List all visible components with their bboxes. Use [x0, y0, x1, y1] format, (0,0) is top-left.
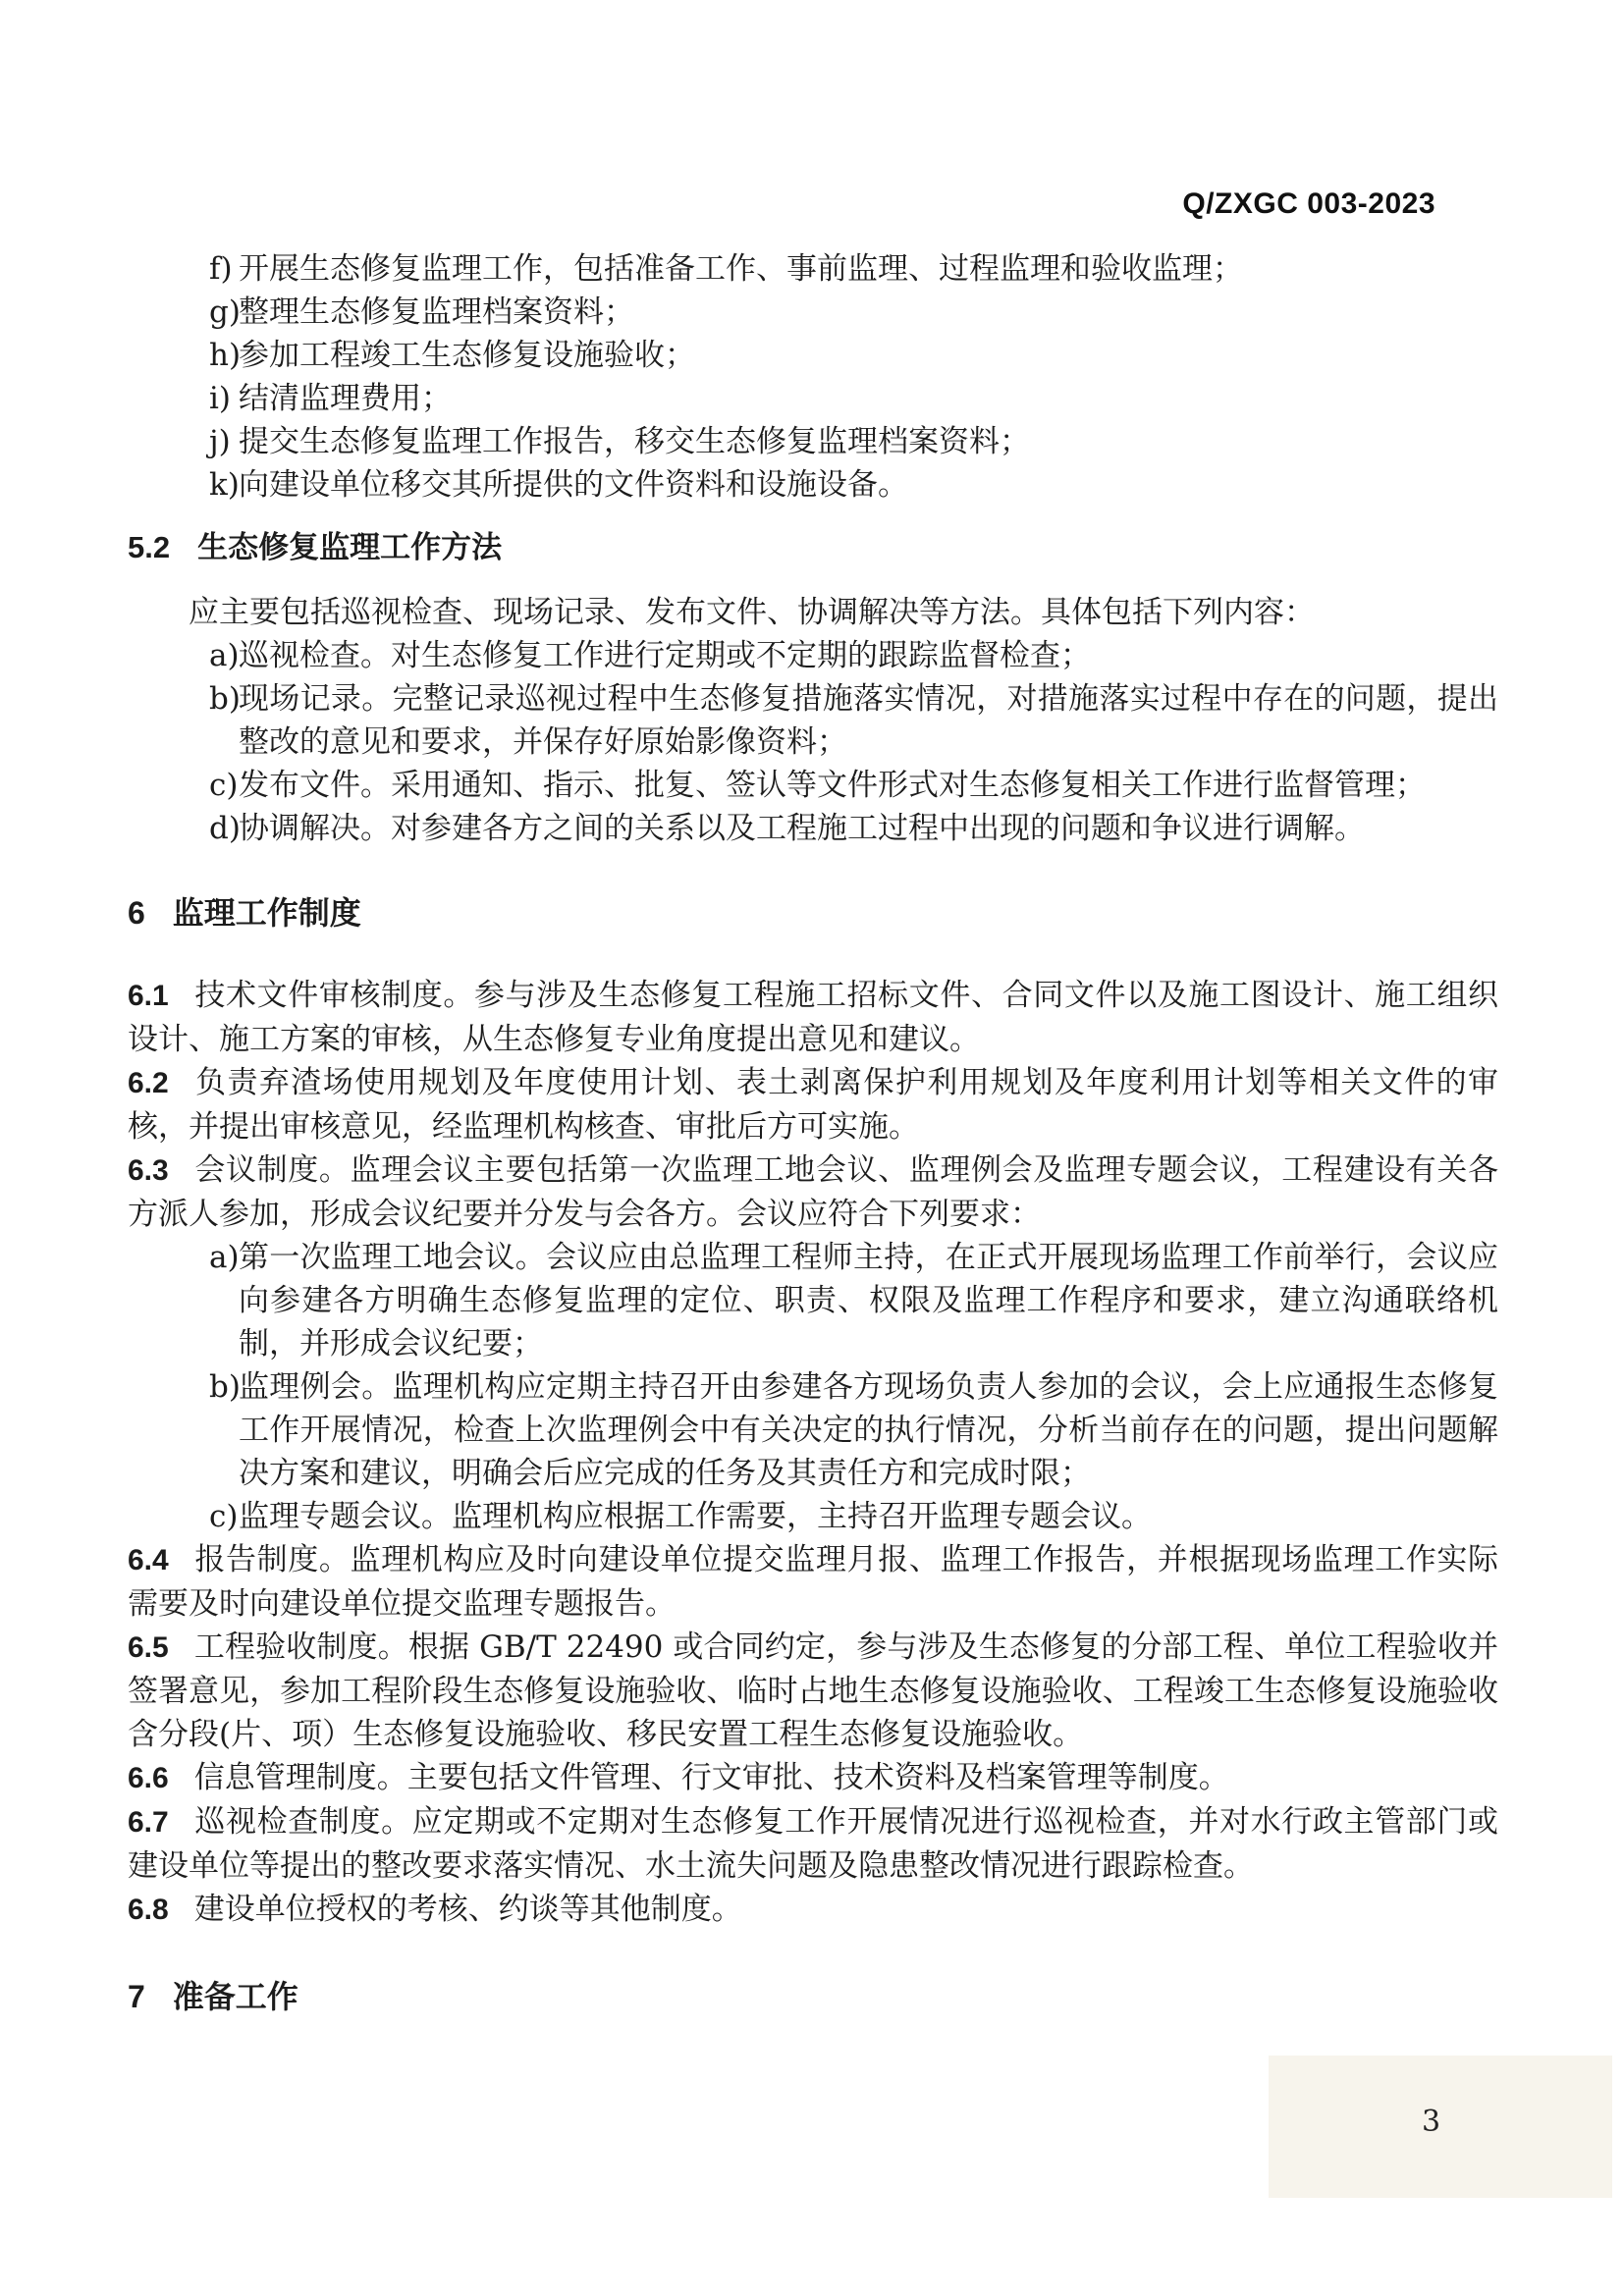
clause-text: 巡视检查制度。应定期或不定期对生态修复工作开展情况进行巡视检查，并对水行政主管部门或建设单位等提出的整改要求落实情况、水土流失问题及隐患整改情况进行跟踪检查。	[128, 1804, 1498, 1884]
item-marker: j)	[209, 424, 231, 459]
item-text: 监理例会。监理机构应定期主持召开由参建各方现场负责人参加的会议，会上应通报生态修复工作开展情况，检查上次监理例会中有关决定的执行情况，分析当前存在的问题，提出问题解决方案和建议，明确会后应完成的任务及其责任方和完成时限；	[239, 1369, 1498, 1491]
item-text: 第一次监理工地会议。会议应由总监理工程师主持，在正式开展现场监理工作前举行，会议应向参建各方明确生态修复监理的定位、职责、权限及监理工作程序和要求，建立沟通联络机制，并形成会议纪要；	[239, 1240, 1498, 1362]
item-text: 参加工程竣工生态修复设施验收；	[239, 338, 695, 373]
item-marker: g)	[209, 294, 241, 330]
list-item-h	[128, 334, 1498, 377]
item-text: 结清监理费用；	[239, 381, 452, 416]
clause-text: 技术文件审核制度。参与涉及生态修复工程施工招标文件、合同文件以及施工图设计、施工组织设计、施工方案的审核，从生态修复专业角度提出意见和建议。	[128, 978, 1498, 1057]
document-code: Q/ZXGC 003-2023	[1182, 187, 1435, 220]
item-marker: a)	[209, 1240, 240, 1275]
heading-title: 监理工作制度	[172, 895, 361, 931]
item-marker: c)	[209, 768, 239, 803]
list-item-a	[128, 634, 1498, 677]
clause-6-4	[128, 1538, 1498, 1626]
clause-text: 会议制度。监理会议主要包括第一次监理工地会议、监理例会及监理专题会议，工程建设有关各方派人参加，形成会议纪要并分发与会各方。会议应符合下列要求：	[128, 1152, 1498, 1232]
item-marker: b)	[209, 1369, 241, 1405]
clause-text: 负责弃渣场使用规划及年度使用计划、表土剥离保护利用规划及年度利用计划等相关文件的审核，并提出审核意见，经监理机构核查、审批后方可实施。	[128, 1065, 1498, 1145]
item-marker: b)	[209, 681, 241, 717]
section-heading-7	[128, 1975, 1498, 2018]
item-marker: c)	[209, 1499, 239, 1534]
list-item-d	[128, 807, 1498, 850]
list-item-6-3-b	[128, 1365, 1498, 1495]
clause-text: 工程验收制度。根据 GB/T 22490 或合同约定，参与涉及生态修复的分部工程、单位工程验收并签署意见，参加工程阶段生态修复设施验收、临时占地生态修复设施验收、工程竣工生态修复设施验收含分段(片、项）生态修复设施验收、移民安置工程生态修复设施验收。	[128, 1629, 1498, 1752]
list-item-g	[128, 291, 1498, 334]
clause-6-1	[128, 974, 1498, 1061]
item-text: 巡视检查。对生态修复工作进行定期或不定期的跟踪监督检查；	[239, 638, 1091, 673]
clause-number: 6.2	[128, 1067, 169, 1099]
clause-number: 6.6	[128, 1762, 169, 1794]
item-text: 向建设单位移交其所提供的文件资料和设施设备。	[239, 467, 908, 503]
clause-6-2	[128, 1061, 1498, 1148]
item-marker: d)	[209, 811, 241, 846]
clause-number: 6.3	[128, 1154, 169, 1187]
paragraph-5-2-intro: 应主要包括巡视检查、现场记录、发布文件、协调解决等方法。具体包括下列内容：	[189, 595, 1315, 630]
item-marker: h)	[209, 338, 242, 373]
clause-number: 6.1	[128, 980, 169, 1012]
section-heading-5-2	[128, 526, 1498, 569]
item-text: 开展生态修复监理工作，包括准备工作、事前监理、过程监理和验收监理；	[239, 251, 1243, 287]
heading-number: 6	[128, 895, 145, 931]
item-marker: a)	[209, 638, 240, 673]
item-text: 监理专题会议。监理机构应根据工作需要，主持召开监理专题会议。	[239, 1499, 1152, 1534]
clause-6-8	[128, 1888, 1498, 1932]
item-marker: k)	[209, 467, 240, 503]
list-item-i	[128, 377, 1498, 420]
page-number: 3	[1422, 2105, 1441, 2139]
clause-6-3	[128, 1148, 1498, 1236]
item-text: 整理生态修复监理档案资料；	[239, 294, 634, 330]
section-heading-6	[128, 891, 1498, 934]
item-marker: i)	[209, 381, 232, 416]
list-item-f	[128, 247, 1498, 291]
clause-6-7	[128, 1800, 1498, 1888]
heading-number: 5.2	[128, 530, 171, 564]
item-text: 提交生态修复监理工作报告，移交生态修复监理档案资料；	[239, 424, 1030, 459]
clause-number: 6.4	[128, 1544, 169, 1576]
list-item-b	[128, 677, 1498, 764]
document-content	[128, 247, 1498, 2018]
item-marker: f)	[209, 251, 233, 287]
clause-number: 6.5	[128, 1631, 169, 1664]
clause-text: 报告制度。监理机构应及时向建设单位提交监理月报、监理工作报告，并根据现场监理工作实际需要及时向建设单位提交监理专题报告。	[128, 1542, 1498, 1622]
item-text: 协调解决。对参建各方之间的关系以及工程施工过程中出现的问题和争议进行调解。	[239, 811, 1365, 846]
clause-number: 6.8	[128, 1894, 169, 1926]
clause-text: 建设单位授权的考核、约谈等其他制度。	[193, 1892, 742, 1927]
list-item-c	[128, 764, 1498, 807]
list-item-k	[128, 463, 1498, 507]
clause-number: 6.7	[128, 1806, 169, 1839]
heading-number: 7	[128, 1979, 145, 2014]
list-item-6-3-c	[128, 1495, 1498, 1538]
clause-text: 信息管理制度。主要包括文件管理、行文审批、技术资料及档案管理等制度。	[193, 1760, 1229, 1795]
heading-title: 准备工作	[172, 1979, 298, 2014]
clause-6-5	[128, 1626, 1498, 1756]
item-text: 现场记录。完整记录巡视过程中生态修复措施落实情况，对措施落实过程中存在的问题，提出整改的意见和要求，并保存好原始影像资料；	[239, 681, 1498, 760]
list-item-6-3-a	[128, 1236, 1498, 1365]
item-text: 发布文件。采用通知、指示、批复、签认等文件形式对生态修复相关工作进行监督管理；	[239, 768, 1426, 803]
heading-title: 生态修复监理工作方法	[197, 530, 503, 564]
list-item-j	[128, 420, 1498, 463]
clause-6-6	[128, 1756, 1498, 1800]
